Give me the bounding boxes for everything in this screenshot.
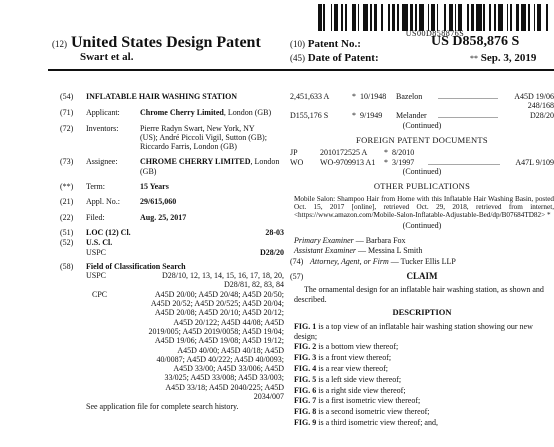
leader-dots: .............................. <box>438 92 498 101</box>
primary-examiner-name: — Barbara Fox <box>353 236 406 246</box>
continued-3: (Continued) <box>402 220 442 230</box>
citation-class: D28/20 <box>530 110 554 120</box>
code-58: (58) <box>60 261 74 271</box>
figure-description <box>294 322 554 341</box>
citation-name: Melander <box>396 110 427 120</box>
field-74 <box>290 257 554 266</box>
field-71 <box>48 108 290 117</box>
figure-label: FIG. 6 <box>294 385 317 395</box>
claim-text: The ornamental design for an inflatable hair washing station, as shown and described. <box>294 285 544 304</box>
uspc-value: D28/20 <box>260 247 284 257</box>
foreign-citation-row <box>290 158 554 167</box>
cpc-line: 2034/007 <box>253 392 284 402</box>
claim-head: CLAIM <box>406 271 438 282</box>
assistant-examiner <box>294 246 554 255</box>
code-73: (73) <box>60 157 74 167</box>
date-label: Date of Patent: <box>307 52 379 64</box>
patent-number: US D858,876 S <box>431 34 520 49</box>
cpc-line: A45D 40/00; A45D 40/18; A45D <box>177 345 284 355</box>
inventor-line: Pierre Radyn Swart, New York, NY <box>140 123 255 133</box>
inventors-label: Inventors: <box>86 123 119 133</box>
figure-description <box>294 342 554 351</box>
foreign-mark: * <box>384 157 388 167</box>
citation-row <box>290 92 554 101</box>
figure-text: is a third isometric view thereof; and, <box>316 417 438 427</box>
leader-dots: .................................... <box>428 157 500 167</box>
field-22 <box>48 213 290 222</box>
citation-number: 2,451,633 A <box>290 92 330 101</box>
foreign-country: JP <box>290 148 298 158</box>
primary-examiner-label: Primary Examiner <box>294 236 354 246</box>
date-value: Sep. 3, 2019 <box>480 52 537 64</box>
applicant-location: , London (GB) <box>223 108 272 118</box>
field-search-label: Field of Classification Search <box>86 261 186 271</box>
foreign-number: 2010172525 A <box>320 148 368 158</box>
date-dots: ** <box>470 54 478 63</box>
field-73 <box>48 157 290 176</box>
appl-no-label: Appl. No.: <box>86 197 120 207</box>
figure-text: is a right side view thereof; <box>316 385 406 395</box>
cpc-lines <box>118 290 290 402</box>
figure-descriptions <box>290 322 554 427</box>
code-72: (72) <box>60 123 74 133</box>
barcode-bar <box>548 4 550 31</box>
figure-text: is a bottom view thereof; <box>316 342 399 352</box>
code-45: (45) <box>290 53 305 63</box>
figure-label: FIG. 5 <box>294 374 317 384</box>
code-22: (22) <box>60 212 74 222</box>
citation-date: 10/1948 <box>360 92 387 101</box>
inventor-line: Riccardo Farris, London (GB) <box>140 142 237 152</box>
citation-row <box>290 111 554 120</box>
figure-label: FIG. 1 <box>294 322 317 332</box>
code-51: (51) <box>60 227 74 237</box>
code-term: (**) <box>60 182 74 192</box>
search-uspc-label: USPC <box>86 271 107 281</box>
field-51 <box>48 228 290 237</box>
cpc-line: A45D 20/122; A45D 44/08; A45D <box>173 317 284 327</box>
us-cl-label: U.S. Cl. <box>86 238 113 248</box>
assistant-examiner-name: — Messina L Smith <box>356 246 423 256</box>
foreign-head: FOREIGN PATENT DOCUMENTS <box>356 135 488 146</box>
foreign-citations <box>290 148 554 167</box>
date-line <box>290 52 379 64</box>
figure-text: is a first isometric view thereof; <box>316 396 421 406</box>
applicant-name: Chrome Cherry Limited <box>140 108 224 118</box>
figure-description <box>294 364 554 373</box>
appl-no-value: 29/615,060 <box>140 197 177 207</box>
code-12: (12) <box>52 39 67 49</box>
continued-1: (Continued) <box>402 120 442 130</box>
figure-description <box>294 418 554 427</box>
figure-text: is a top view of an inflatable hair washing station showing our new design; <box>294 322 533 341</box>
foreign-class: A47L 9/109 <box>515 157 554 167</box>
filed-value: Aug. 25, 2017 <box>140 212 187 222</box>
patent-number-line <box>290 38 361 50</box>
figure-label: FIG. 8 <box>294 407 317 417</box>
code-10: (10) <box>290 39 305 49</box>
patent-no-label: Patent No.: <box>307 38 361 50</box>
attorney-label: Attorney, Agent, or Firm <box>310 256 389 266</box>
us-citations <box>290 92 554 120</box>
foreign-date: 8/2010 <box>392 148 415 158</box>
figure-label: FIG. 2 <box>294 342 317 352</box>
inventor-short: Swart et al. <box>80 51 134 63</box>
code-71: (71) <box>60 108 74 118</box>
header-rule <box>48 69 554 71</box>
uspc-label: USPC <box>86 247 107 257</box>
cpc-line: A45D 20/08; A45D 20/10; A45D 20/12; <box>154 308 284 318</box>
foreign-mark: * <box>384 148 388 158</box>
figure-label: FIG. 9 <box>294 417 317 427</box>
field-term <box>48 182 290 191</box>
assignee-location: , London (GB) <box>140 157 280 176</box>
cpc-line: A45D 20/52; A45D 20/525; A45D 20/04; <box>150 299 284 309</box>
field-52 <box>48 238 290 247</box>
code-54: (54) <box>60 92 74 101</box>
examiners <box>290 236 554 256</box>
code-21: (21) <box>60 197 74 207</box>
cpc-line: 2019/005; A45D 2019/0058; A45D 19/04; <box>148 326 284 336</box>
attorney-name: — Tucker Ellis LLP <box>388 256 456 266</box>
citation-class: A45D 19/06 <box>514 92 554 101</box>
search-uspc <box>48 271 290 290</box>
field-72 <box>48 124 290 152</box>
other-pubs-text: Mobile Salon: Shampoo Hair from Home with this Inflatable Hair Washing Basin, posted Oct. 15, 2017 [online], retrieved Oct. 29, 2018, retrieved from internet, <https://www.amazon.com/Mobile-Salon-Inflatable-Adjustable-Bed/dp/B07684TD82> * <box>294 194 554 220</box>
search-history-note: See application file for complete search history. <box>86 402 239 412</box>
figure-text: is a rear view thereof; <box>316 363 388 373</box>
filed-label: Filed: <box>86 212 105 222</box>
citation-class-secondary: 248/168 <box>527 101 554 111</box>
field-21 <box>48 197 290 206</box>
figure-text: is a left side view thereof; <box>316 374 402 384</box>
cpc-line: A45D 19/06; A45D 19/08; A45D 19/12; <box>154 336 284 346</box>
barcode <box>318 4 550 31</box>
search-cpc-label: CPC <box>92 289 108 299</box>
loc-label: LOC (12) Cl. <box>86 227 131 237</box>
right-column <box>290 92 554 429</box>
field-57 <box>290 272 554 281</box>
figure-description <box>294 396 554 405</box>
figure-description <box>294 407 554 416</box>
cpc-line: A45D 33/00; A45D 33/006; A45D <box>173 364 284 374</box>
cpc-line: A45D 20/00; A45D 20/48; A45D 20/50; <box>154 289 284 299</box>
barcode-number: US00D858876S <box>405 29 465 38</box>
figure-label: FIG. 7 <box>294 396 317 406</box>
patent-date <box>470 52 536 64</box>
leader-dots: .............................. <box>438 110 498 120</box>
code-52: (52) <box>60 238 74 248</box>
left-column <box>48 92 290 412</box>
foreign-country: WO <box>290 157 304 167</box>
citation-mark: * <box>352 92 356 101</box>
figure-description <box>294 353 554 362</box>
figure-text: is a front view thereof; <box>316 353 392 363</box>
figure-description <box>294 386 554 395</box>
cpc-line: 33/025; A45D 33/008; A45D 33/003; <box>164 373 284 383</box>
cpc-line: 40/0087; A45D 40/222; A45D 40/0093; <box>156 354 284 364</box>
figure-description <box>294 375 554 384</box>
title-text: United States Design Patent <box>71 34 261 51</box>
code-74: (74) <box>290 256 304 266</box>
term-value: 15 Years <box>140 182 169 192</box>
field-58 <box>48 262 290 271</box>
citation-number: D155,176 S <box>290 110 329 120</box>
figure-label: FIG. 3 <box>294 353 317 363</box>
term-label: Term: <box>86 182 105 192</box>
field-52-uspc <box>48 248 290 257</box>
assistant-examiner-label: Assistant Examiner <box>294 246 356 256</box>
cpc-line: A45D 33/18; A45D 2040/225; A45D <box>165 382 284 392</box>
inventor-line: (US); André Piccoli Vigil, Sutton (GB); <box>140 132 267 142</box>
assignee-name: CHROME CHERRY LIMITED <box>140 157 251 167</box>
patent-type-title <box>52 34 261 52</box>
applicant-label: Applicant: <box>86 108 120 118</box>
leader-dots <box>428 148 554 157</box>
other-pubs-head: OTHER PUBLICATIONS <box>373 181 471 192</box>
loc-value: 28-03 <box>265 227 284 237</box>
search-cpc <box>48 290 290 402</box>
foreign-number: WO-9709913 A1 <box>320 157 376 167</box>
code-57: (57) <box>290 272 304 282</box>
field-54 <box>48 92 290 101</box>
continued-2: (Continued) <box>402 167 442 177</box>
figure-label: FIG. 4 <box>294 363 317 373</box>
foreign-date: 3/1997 <box>392 157 415 167</box>
figure-text: is a second isometric view thereof; <box>316 407 430 417</box>
invention-title: INFLATABLE HAIR WASHING STATION <box>86 92 238 101</box>
foreign-citation-row <box>290 148 554 157</box>
search-uspc-line: D28/81, 82, 83, 84 <box>224 280 284 290</box>
citation-mark: * <box>352 110 356 120</box>
search-uspc-line: D28/10, 12, 13, 14, 15, 16, 17, 18, 20, <box>162 271 284 281</box>
primary-examiner <box>294 236 554 245</box>
citation-name: Bazelon <box>396 92 423 101</box>
description-head: DESCRIPTION <box>392 306 452 317</box>
citation-date: 9/1949 <box>360 110 383 120</box>
assignee-label: Assignee: <box>86 157 118 167</box>
